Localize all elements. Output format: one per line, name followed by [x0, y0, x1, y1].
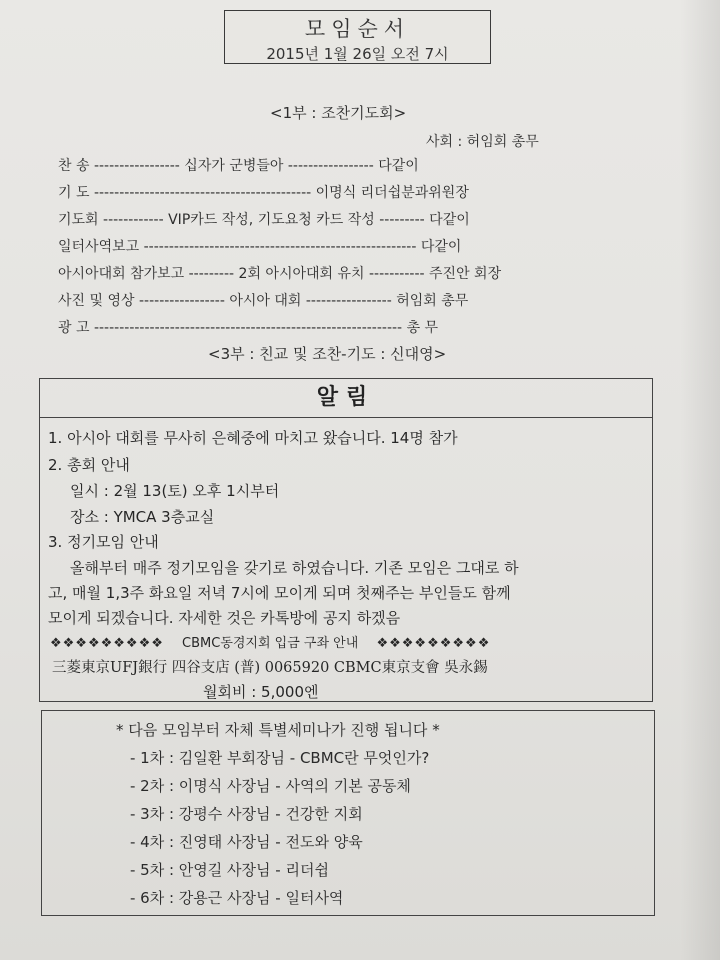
notice-line: 2. 총회 안내 [48, 456, 130, 474]
notice-line: 올해부터 매주 정기모임을 갖기로 하였습니다. 기존 모임은 그대로 하 [70, 559, 519, 577]
program-person: 다같이 [429, 212, 470, 228]
notice-line: 장소 : YMCA 3층교실 [70, 508, 215, 526]
program-person: 허임회 총무 [396, 293, 469, 309]
program-row-announcement [58, 317, 438, 337]
dash-leader: ----------------- [305, 293, 392, 309]
bank-account: 三菱東京UFJ銀行 四谷支店 (普) 0065920 CBMC東京支會 吳永錫 [52, 660, 488, 676]
dash-leader: ----------------- [138, 293, 225, 309]
notice-box [39, 378, 653, 702]
dash-leader: ----------------- [93, 158, 180, 174]
program-item: 광 고 [58, 320, 90, 336]
notice-line: 고, 매월 1,3주 화요일 저녁 7시에 모이게 되며 첫째주는 부인들도 함께 [48, 584, 511, 602]
seminar-item: - 1차 : 김일환 부회장님 - CBMC란 무엇인가? [130, 749, 430, 767]
program-person: 이명식 리더쉽분과위원장 [315, 185, 469, 201]
dash-leader: ------------------------------------------------------ [143, 239, 417, 255]
notice-title: 알림 [40, 379, 652, 418]
page-title: 모임순서 [304, 17, 411, 41]
part1-host: 사회 : 허임회 총무 [426, 134, 539, 150]
program-row-asia-report [58, 263, 501, 283]
program-item: 아시아대회 참가보고 [58, 266, 185, 282]
program-content: 아시아 대회 [229, 293, 302, 309]
program-item: 찬 송 [58, 158, 90, 174]
seminar-item: - 2차 : 이명식 사장님 - 사역의 기본 공동체 [130, 777, 411, 795]
seminar-box [41, 710, 655, 916]
program-person: 총 무 [406, 320, 439, 336]
program-item: 기도회 [58, 212, 99, 228]
program-item: 기 도 [58, 185, 90, 201]
notice-line: 모이게 되겠습니다. 자세한 것은 카톡방에 공지 하겠음 [48, 609, 401, 627]
dash-leader: ------------------------------------------------------------- [93, 320, 403, 336]
program-row-work-report [58, 236, 461, 256]
program-row-photo-video [58, 290, 468, 310]
seminar-item: - 3차 : 강평수 사장님 - 건강한 지회 [130, 805, 363, 823]
program-row-praise [58, 155, 419, 175]
notice-line: 1. 아시아 대회를 무사히 은혜중에 마치고 왔습니다. 14명 참가 [48, 429, 458, 447]
program-person: 다같이 [378, 158, 419, 174]
program-content: VIP카드 작성, 기도요청 카드 작성 [168, 212, 375, 228]
diamond-ornament-left: ❖❖❖❖❖❖❖❖❖ [50, 636, 164, 651]
dash-leader: ----------------- [287, 158, 374, 174]
diamond-ornament-right: ❖❖❖❖❖❖❖❖❖ [376, 636, 491, 651]
meeting-date: 2015년 1월 26일 오전 7시 [266, 45, 449, 63]
part1-title: <1부 : 조찬기도회> [270, 104, 407, 122]
program-content: 2회 아시아대회 유치 [238, 266, 365, 282]
program-item: 사진 및 영상 [58, 293, 135, 309]
notice-line: 일시 : 2월 13(토) 오후 1시부터 [70, 482, 280, 500]
bank-label: CBMC동경지회 입금 구좌 안내 [182, 636, 359, 651]
program-person: 다같이 [420, 239, 462, 255]
seminar-item: - 6차 : 강용근 사장님 - 일터사역 [130, 889, 344, 907]
program-person: 주진안 회장 [429, 266, 502, 282]
program-item: 일터사역보고 [58, 239, 140, 255]
seminar-heading: * 다음 모임부터 자체 특별세미나가 진행 됩니다 * [116, 721, 440, 739]
monthly-fee: 월회비 : 5,000엔 [203, 683, 319, 701]
dash-leader: ------------------------------------------- [93, 185, 312, 201]
header-box [224, 10, 491, 64]
program-content: 십자가 군병들아 [184, 158, 284, 174]
seminar-item: - 4차 : 진영태 사장님 - 전도와 양육 [130, 833, 363, 851]
dash-leader: ----------- [369, 266, 425, 282]
program-row-prayer [58, 182, 469, 202]
dash-leader: --------- [188, 266, 235, 282]
part3-title: <3부 : 친교 및 조찬-기도 : 신대영> [208, 345, 447, 363]
seminar-item: - 5차 : 안영길 사장님 - 리더쉽 [130, 861, 329, 879]
bank-info-row [50, 632, 490, 651]
dash-leader: ------------ [103, 212, 164, 228]
program-row-prayer-meeting [58, 209, 470, 229]
dash-leader: --------- [379, 212, 425, 228]
notice-line: 3. 정기모임 안내 [48, 533, 159, 551]
